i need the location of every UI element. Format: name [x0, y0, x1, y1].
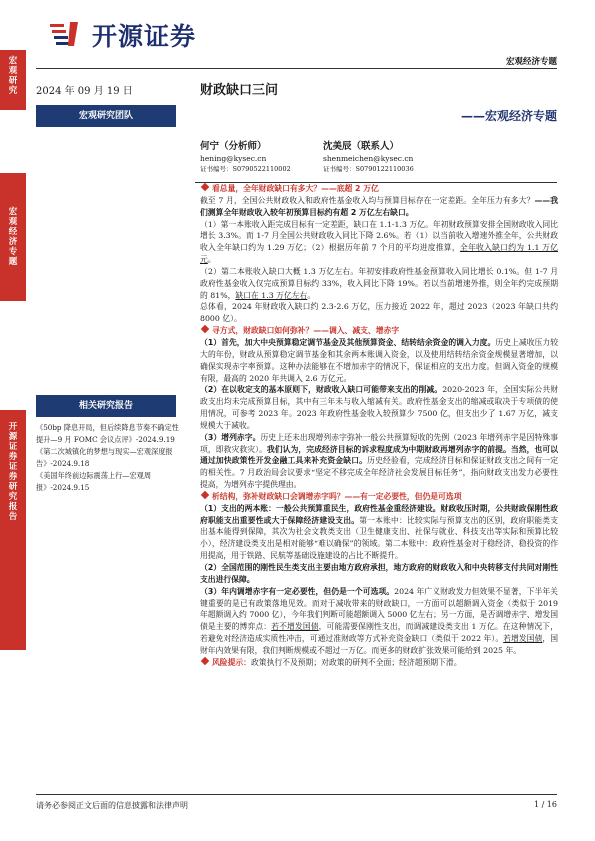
section-heading: 看总量，全年财政缺口有多大？——底超 2 万亿: [200, 183, 558, 195]
risk-warning: 风险提示：政策执行不及预期；对政策的研判不全面；经济超预期下滑。: [200, 657, 558, 669]
brand-logo-icon: [48, 18, 88, 48]
footer-divider: [36, 794, 557, 795]
footer-disclaimer: 请务必参阅正文后面的信息披露和法律声明: [36, 801, 188, 810]
series-label: ——宏观经济专题: [460, 109, 557, 123]
report-date: 2024 年 09 月 19 日: [36, 86, 133, 97]
author-name: 沈美辰（联系人）: [323, 141, 400, 152]
section-heading: 寻方式，财政缺口如何弥补？——调入、减支、增赤字: [200, 325, 558, 337]
related-report-link[interactable]: 《美国年终前边际震荡上行—宏观周报》-2024.9.15: [36, 471, 152, 492]
diamond-bullet-icon: [201, 657, 209, 665]
side-band-top: 宏观研究: [0, 50, 26, 110]
author-email[interactable]: hening@kysec.cn: [200, 154, 267, 163]
side-band-middle: 宏观经济专题: [0, 173, 26, 301]
page-number: 1 / 16: [533, 800, 557, 809]
paragraph: 截至 7 月，全国公共财政收入和政府性基金收入均与预算目标存在一定差距。全年压力有多大？——我们测算全年财政收入较年初预算目标约有超 2 万亿左右缺口。: [200, 195, 559, 217]
team-label: 宏观研究团队: [36, 105, 176, 127]
diamond-bullet-icon: [201, 491, 209, 499]
paragraph: 总体看，2024 年财政收入缺口约 2.3-2.6 万亿，压力接近 2022 年，超过 2023（2023 年缺口共约 8000 亿）。: [200, 302, 558, 324]
diamond-bullet-icon: [201, 325, 209, 333]
paragraph: （2）全国范围的刚性民生类支出主要由地方政府承担，地方政府的财政收入和中央转移支付共同对刚性支出进行保障。: [200, 563, 558, 584]
related-reports-list: [36, 422, 184, 494]
author-email[interactable]: shenmeichen@kysec.cn: [323, 154, 414, 163]
author-card: [200, 140, 291, 175]
paragraph: （1）第一本账收入距完成目标有一定差距，缺口在 1.1-1.3 万亿。年初财政预算安排全国财政收入同比增长 3.3%。而 1-7 月全国公共财政收入同比下降 2.6%。若（1）以当前收入增速外推全年，公共财政收入全年缺口约为 1.29 万亿；（2）根据历年前 7 个月的平均进度推算，全年收入缺口约为 1.1 万亿元。: [200, 219, 558, 265]
paragraph: （3）年内调增赤字有一定必要性，但仍是一个可选项。2024 年广义财政发力但效果不显著，下半年关键重要的是已有政策落地见效。而对于减收带来的财政缺口，一方面可以超额调入资金（类似于 2019 年超额调入约 7000 亿），今年我们判断可能超额调入 5000 亿左右；另一方面，是否调增赤字、增发国债是主要的博弈点：若不增发国债，可能需要保刚性支出，而调减建设类支出 1 万亿。在这种情况下，若避免对经济造成实质性冲击，可通过准财政等方式补充资金缺口（类似于 2022 年）。若增发国债，国财年内效果有限，我们判断规模或不超过一万亿。而更多的财政扩张效果可能给到 2025 年。: [200, 586, 559, 655]
report-body: [200, 183, 558, 669]
related-reports-label: 相关研究报告: [36, 395, 176, 417]
author-card: [323, 140, 414, 175]
page-title: 财政缺口三问: [200, 83, 279, 98]
paragraph: （2）在以收定支的基本原则下，财政收入缺口可能带来支出的削减。2020-2023 年，全国实际公共财政支出均未完成预算目标，其中有三年未与收入缩减有关。政府性基金支出的缩减或取决于专项债的使用情况，可参考 2023 年。2023 年政府性基金收入较预算少 7500 亿，但支出少了 1.67 万亿，减支规模大于减收。: [200, 385, 559, 430]
related-report-link[interactable]: 《50bp 降息开局，但后续降息节奏不确定性提升—9 月 FOMC 会议点评》-2024.9.19: [36, 423, 179, 444]
paragraph: （1）支出的两本账：一般公共预算重民生，政府性基金重经济建设。财政收压时期，公共财政保刚性政府职能支出重要性或大于保障经济建设支出。第一本账中：比较实际与预算支出的区别，政府职能类支出基本能得到保障，其次为社会文教类支出（卫生健康支出、社保与就业、科技支出等实际和预算比较小），经济建设类支出是相对能够“难以确保”的领域。第二本账中：政府性基金对于稳经济、稳投资的作用提高，用于铁路、民航等基础设施建设的占比不断提升。: [200, 503, 559, 561]
paragraph: （3）增列赤字。历史上还未出现增列赤字弥补一般公共预算短收的先例（2023 年增列赤字是因特殊事项，即救灾救灾）。我们认为，完成经济目标的诉求程度成为中期财政再增列赤字的前提。当然，也可以通过加快政策性开发金融工具来补充资金缺口。历史经验看，完成经济目标和保证财政支出之间有一定的相关性。7 月政治局会议要求“坚定不移完成全年经济社会发展目标任务”，指向财政支出发力必要性提高，为增列赤字提供理由。: [200, 432, 558, 490]
author-name: 何宁（分析师）: [200, 141, 267, 152]
side-band-bottom: 开源证券 证券研究报告: [0, 410, 26, 650]
paragraph: （2）第二本账收入缺口大概 1.3 万亿左右。年初安排政府性基金预算收入同比增长 0.1%。但 1-7 月政府性基金收入仅完成预算目标约 33%，收入同比下降 19%。若以当前增速外推，则全年约完成预期的 81%，缺口在 1.3 万亿左右。: [200, 266, 558, 300]
diamond-bullet-icon: [201, 183, 209, 191]
header-category: 宏观经济专题: [505, 57, 557, 67]
author-cert: 证书编号：S0790522110002: [200, 165, 291, 173]
author-cert: 证书编号：S0790122110036: [323, 165, 414, 173]
section-heading: 析结构，弥补财政缺口会调增赤字吗？——有一定必要性，但仍是可选项: [200, 491, 558, 503]
side-band: [0, 0, 26, 841]
brand-name: 开源证券: [92, 22, 197, 51]
paragraph: （1）首先，加大中央预算稳定调节基金及其他预算资金、结转结余资金的调入力度。历史上减收压力较大的年份，财政从预算稳定调节基金和其余两本账调入资金，以及使用结转结余资金规模显著增加，以确保实现赤字率预算。这种办法能够在不增加赤字的情况下，保证相应的支出力度。但调入资金的规模有限，最高的 2020 年共调入 2.6 万亿元。: [200, 337, 559, 383]
header-divider: [36, 68, 557, 69]
related-report-link[interactable]: 《第二次城镇化的梦想与现实—宏观深度报告》-2024.9.18: [36, 447, 173, 468]
